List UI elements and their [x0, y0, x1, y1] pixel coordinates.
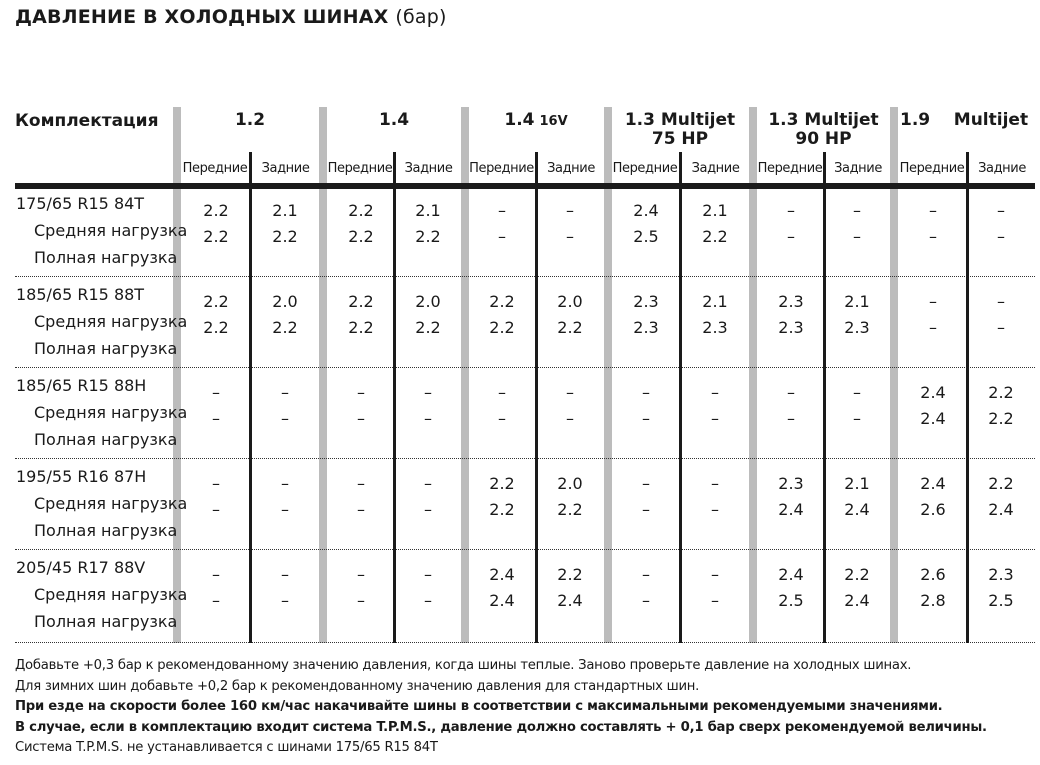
pressure-value-full: 2.2 [415, 227, 441, 246]
pressure-value-medium: 2.2 [348, 201, 374, 220]
pressure-value-medium: 2.4 [489, 565, 515, 584]
engine-name: 1.3 Multijet [624, 110, 736, 130]
pressure-value-medium: – [357, 565, 365, 584]
pressure-value-medium: 2.1 [272, 201, 298, 220]
pressure-value-full: – [566, 409, 574, 428]
engine-header [327, 111, 461, 130]
pressure-value-full: – [929, 227, 937, 246]
pressure-value-full: – [357, 500, 365, 519]
medium-load-label: Средняя нагрузка [34, 494, 188, 513]
engine-name: 1.3 Multijet [768, 110, 879, 130]
pressure-value-medium: 2.0 [557, 474, 583, 493]
pressure-value-medium: 2.1 [702, 201, 728, 220]
pressure-value-full: 2.2 [348, 227, 374, 246]
front-header: Передние [469, 161, 534, 176]
engine-header [757, 111, 890, 149]
note-warm-tires: Добавьте +0,3 бар к рекомендованному значению давления, когда шины теплые. Заново проверьте давление на холодных шинах. [15, 658, 912, 673]
pressure-value-medium: – [711, 383, 719, 402]
pressure-value-full: – [929, 318, 937, 337]
engine-power: 90 HP [795, 129, 852, 149]
tire-size: 195/55 R16 87H [16, 467, 147, 486]
pressure-value-medium: – [498, 383, 506, 402]
engine-name: 1.4 [378, 110, 410, 130]
pressure-value-full: – [357, 591, 365, 610]
pressure-value-full: – [853, 227, 861, 246]
pressure-value-medium: – [642, 474, 650, 493]
rear-header: Задние [547, 161, 595, 176]
pressure-value-medium: 2.1 [844, 292, 870, 311]
engine-power: 75 HP [651, 129, 709, 149]
pressure-value-full: – [424, 409, 432, 428]
pressure-value-medium: – [929, 201, 937, 220]
pressure-value-full: 2.3 [778, 318, 804, 337]
pressure-value-medium: 2.2 [203, 292, 229, 311]
pressure-value-medium: 2.2 [489, 474, 515, 493]
pressure-value-medium: – [787, 201, 795, 220]
pressure-value-full: – [997, 227, 1005, 246]
note-winter-tires: Для зимних шин добавьте +0,2 бар к рекомендованному значению давления для стандартных шин. [15, 678, 700, 694]
pressure-value-full: 2.3 [702, 318, 728, 337]
row-divider [15, 458, 1035, 459]
rear-header: Задние [691, 161, 740, 176]
pressure-value-full: 2.2 [702, 227, 728, 246]
pressure-value-medium: – [212, 565, 220, 584]
rear-header: Задние [404, 161, 453, 176]
pressure-value-full: 2.3 [633, 318, 659, 337]
tire-size: 185/65 R15 88T [16, 285, 145, 304]
row-divider [15, 276, 1035, 277]
pressure-value-full: – [212, 409, 220, 428]
engine-name: 1.2 [234, 110, 266, 130]
pressure-value-medium: 2.2 [348, 292, 374, 311]
pressure-value-full: – [281, 409, 289, 428]
full-load-label: Полная нагрузка [34, 430, 178, 449]
full-load-label: Полная нагрузка [34, 248, 178, 267]
pressure-value-full: – [212, 591, 220, 610]
pressure-value-full: – [787, 227, 795, 246]
pressure-value-full: 2.8 [920, 591, 946, 610]
pressure-value-full: 2.2 [489, 500, 515, 519]
pressure-value-medium: 2.0 [557, 292, 583, 311]
pressure-value-full: – [424, 500, 432, 519]
configuration-header: Комплектация [15, 111, 159, 131]
note-tpms: В случае, если в комплектацию входит система T.P.M.S., давление должно составлять + 0,1 бар сверх рекомендуемой величины. [15, 719, 987, 735]
pressure-value-full: – [853, 409, 861, 428]
pressure-value-full: – [787, 409, 795, 428]
rear-header: Задние [261, 161, 310, 176]
engine-header [468, 111, 604, 131]
header-rule [15, 183, 1035, 189]
pressure-value-full: 2.2 [557, 318, 583, 337]
title-unit: (бар) [395, 6, 447, 28]
pressure-value-medium: – [357, 474, 365, 493]
pressure-value-full: – [566, 227, 574, 246]
pressure-value-medium: 2.0 [415, 292, 441, 311]
tire-size: 175/65 R15 84T [16, 194, 145, 213]
pressure-value-full: – [281, 591, 289, 610]
pressure-value-full: 2.4 [489, 591, 515, 610]
pressure-value-full: – [498, 227, 506, 246]
medium-load-label: Средняя нагрузка [34, 312, 188, 331]
pressure-value-full: 2.2 [415, 318, 441, 337]
pressure-value-medium: 2.2 [988, 474, 1014, 493]
pressure-value-full: – [997, 318, 1005, 337]
pressure-value-medium: – [711, 565, 719, 584]
pressure-value-full: 2.2 [203, 318, 229, 337]
pressure-value-medium: – [424, 474, 432, 493]
row-divider [15, 367, 1035, 368]
title-main: ДАВЛЕНИЕ В ХОЛОДНЫХ ШИНАХ [15, 6, 389, 28]
pressure-value-medium: – [281, 383, 289, 402]
pressure-value-medium: – [642, 565, 650, 584]
pressure-value-full: – [711, 500, 719, 519]
pressure-value-full: 2.2 [203, 227, 229, 246]
front-rear-divider [823, 152, 826, 643]
front-header: Передние [182, 161, 248, 176]
pressure-value-full: 2.4 [844, 591, 870, 610]
pressure-value-full: 2.5 [778, 591, 804, 610]
note-tpms-not-installed: Система T.P.M.S. не устанавливается с шинами 175/65 R15 84T [15, 740, 438, 755]
front-rear-divider [249, 152, 252, 643]
pressure-value-medium: – [853, 383, 861, 402]
pressure-value-full: 2.4 [920, 409, 946, 428]
engine-header [900, 111, 1037, 130]
pressure-value-medium: – [853, 201, 861, 220]
pressure-value-medium: 2.3 [778, 474, 804, 493]
pressure-value-full: 2.4 [844, 500, 870, 519]
pressure-value-full: 2.4 [557, 591, 583, 610]
pressure-value-full: 2.4 [778, 500, 804, 519]
front-rear-divider [966, 152, 969, 643]
pressure-value-medium: – [997, 201, 1005, 220]
note-high-speed: При езде на скорости более 160 км/час накачивайте шины в соответствии с максимальными рекомендуемыми значениями. [15, 699, 943, 714]
full-load-label: Полная нагрузка [34, 612, 178, 631]
pressure-value-full: – [212, 500, 220, 519]
tire-size: 205/45 R17 88V [16, 558, 146, 577]
pressure-value-medium: – [642, 383, 650, 402]
pressure-value-full: 2.4 [988, 500, 1014, 519]
pressure-value-medium: – [212, 383, 220, 402]
pressure-value-full: – [357, 409, 365, 428]
pressure-value-medium: – [566, 201, 574, 220]
pressure-value-medium: – [424, 565, 432, 584]
pressure-value-full: 2.3 [844, 318, 870, 337]
full-load-label: Полная нагрузка [34, 521, 178, 540]
pressure-value-full: – [424, 591, 432, 610]
pressure-value-full: 2.5 [633, 227, 659, 246]
pressure-value-medium: 2.4 [778, 565, 804, 584]
pressure-value-full: 2.2 [348, 318, 374, 337]
pressure-value-full: 2.5 [988, 591, 1014, 610]
pressure-value-medium: 2.0 [272, 292, 298, 311]
engine-name: 1.4 [504, 110, 535, 130]
pressure-value-full: – [281, 500, 289, 519]
front-header: Передние [612, 161, 678, 176]
rear-header: Задние [834, 161, 882, 176]
page-title [15, 6, 447, 28]
pressure-value-medium: – [357, 383, 365, 402]
pressure-value-medium: 2.4 [920, 474, 946, 493]
pressure-value-medium: – [281, 565, 289, 584]
front-rear-divider [679, 152, 682, 643]
pressure-value-medium: 2.4 [920, 383, 946, 402]
pressure-value-full: – [642, 409, 650, 428]
pressure-value-full: 2.2 [272, 227, 298, 246]
front-header: Передние [757, 161, 823, 176]
engine-name: 1.9 Multijet [900, 110, 1029, 130]
pressure-value-medium: – [212, 474, 220, 493]
medium-load-label: Средняя нагрузка [34, 585, 188, 604]
pressure-value-medium: – [997, 292, 1005, 311]
pressure-value-medium: 2.6 [920, 565, 946, 584]
pressure-value-medium: 2.1 [844, 474, 870, 493]
pressure-value-medium: 2.3 [778, 292, 804, 311]
medium-load-label: Средняя нагрузка [34, 221, 188, 240]
pressure-value-medium: – [929, 292, 937, 311]
pressure-value-medium: – [498, 201, 506, 220]
pressure-value-full: 2.6 [920, 500, 946, 519]
pressure-value-full: 2.2 [272, 318, 298, 337]
pressure-value-medium: 2.4 [633, 201, 659, 220]
pressure-value-full: 2.2 [988, 409, 1014, 428]
pressure-value-medium: – [566, 383, 574, 402]
front-header: Передние [327, 161, 393, 176]
engine-header [611, 111, 749, 149]
pressure-value-medium: 2.2 [557, 565, 583, 584]
pressure-value-full: – [711, 409, 719, 428]
pressure-value-full: – [642, 591, 650, 610]
medium-load-label: Средняя нагрузка [34, 403, 188, 422]
pressure-value-medium: – [424, 383, 432, 402]
pressure-value-medium: 2.1 [702, 292, 728, 311]
front-header: Передние [899, 161, 965, 176]
pressure-value-medium: 2.3 [988, 565, 1014, 584]
pressure-value-full: – [711, 591, 719, 610]
pressure-value-medium: – [787, 383, 795, 402]
notes [15, 656, 987, 759]
pressure-value-medium: – [711, 474, 719, 493]
pressure-value-full: 2.2 [489, 318, 515, 337]
pressure-value-medium: 2.2 [844, 565, 870, 584]
pressure-value-medium: 2.2 [489, 292, 515, 311]
rear-header: Задние [978, 161, 1026, 176]
engine-header [181, 111, 319, 130]
full-load-label: Полная нагрузка [34, 339, 178, 358]
front-rear-divider [535, 152, 538, 643]
pressure-value-medium: – [281, 474, 289, 493]
front-rear-divider [393, 152, 396, 643]
pressure-value-medium: 2.2 [203, 201, 229, 220]
pressure-value-medium: 2.2 [988, 383, 1014, 402]
pressure-value-medium: 2.3 [633, 292, 659, 311]
pressure-value-medium: 2.1 [415, 201, 441, 220]
pressure-value-full: – [642, 500, 650, 519]
pressure-value-full: 2.2 [557, 500, 583, 519]
row-divider [15, 642, 1035, 643]
row-divider [15, 549, 1035, 550]
pressure-value-full: – [498, 409, 506, 428]
engine-suffix: 16V [539, 114, 568, 129]
tire-size: 185/65 R15 88H [16, 376, 147, 395]
